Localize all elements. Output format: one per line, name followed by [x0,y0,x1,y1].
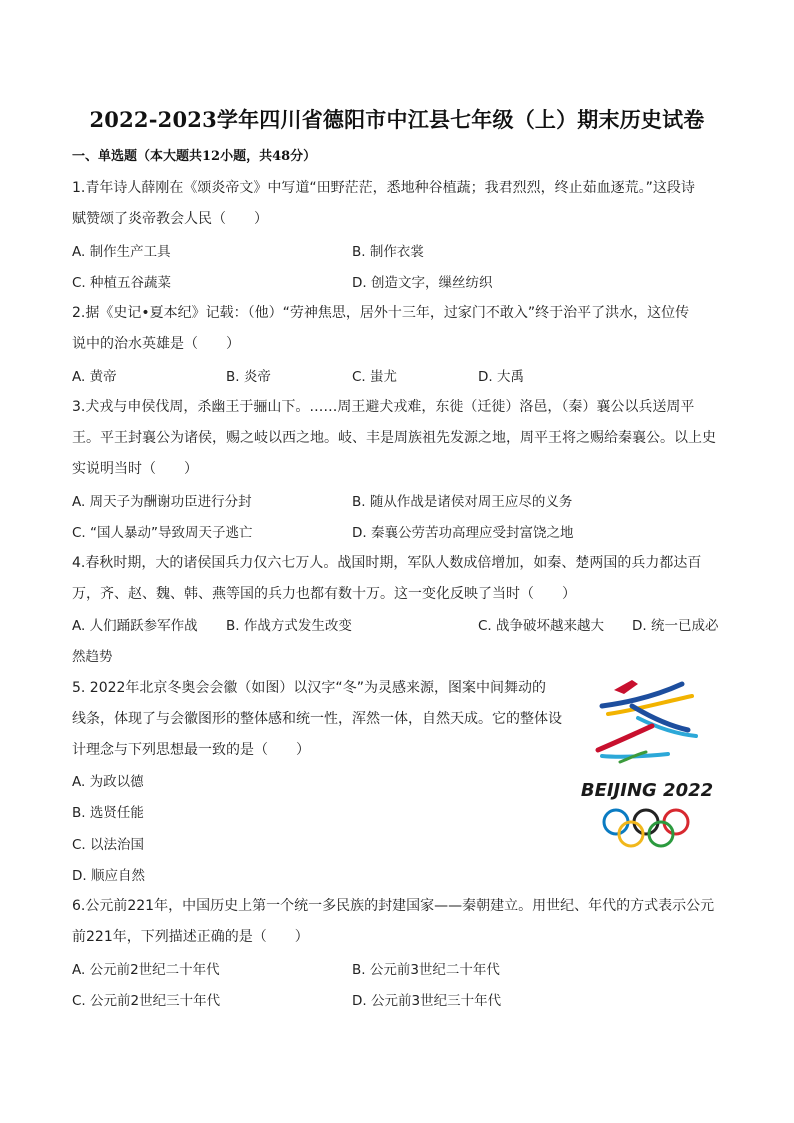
winter-glyph-icon [598,680,696,762]
question-2-option-c: C. 蚩尤 [352,369,398,385]
question-6-option-d: D. 公元前3世纪三十年代 [352,993,502,1009]
question-5-option-c: C. 以法治国 [72,837,145,853]
emblem-wordmark: BEIJING 2022 [580,780,714,801]
question-6-option-b: B. 公元前3世纪二十年代 [352,962,500,978]
question-1-option-b: B. 制作衣裳 [352,244,424,260]
question-5-option-b: B. 选贤任能 [72,805,144,821]
question-2-line-2: 说中的治水英雄是（ ） [72,336,240,352]
question-3-line-1: 3.犬戎与申侯伐周，杀幽王于骊山下。……周王避犬戎难，东徙（迁徙）洛邑，（秦）襄公以兵送周平 [72,399,695,415]
question-3-option-c: C. “国人暴动”导致周天子逃亡 [72,525,253,541]
question-4-option-d: D. 统一已成必 [632,618,719,634]
question-5-line-2: 线条，体现了与会徽图形的整体感和统一性，浑然一体，自然天成。它的整体设 [72,711,562,727]
question-6-option-a: A. 公元前2世纪二十年代 [72,962,220,978]
question-1-option-a: A. 制作生产工具 [72,244,171,260]
question-6-line-1: 6.公元前221年，中国历史上第一个统一多民族的封建国家——秦朝建立。用世纪、年代的方式表示公元 [72,898,715,914]
question-3-option-b: B. 随从作战是诸侯对周王应尽的义务 [352,494,573,510]
question-4-line-1: 4.春秋时期，大的诸侯国兵力仅六七万人。战国时期，军队人数成倍增加，如秦、楚两国的兵力都达百 [72,555,702,571]
question-2-option-d: D. 大禹 [478,369,524,385]
question-2-option-b: B. 炎帝 [226,369,271,385]
question-4-option-b: B. 作战方式发生改变 [226,618,352,634]
question-1-line-1: 1.青年诗人薛刚在《颂炎帝文》中写道“田野茫茫，悉地种谷植蔬；我君烈烈，终止茹血逐荒。”这段诗 [72,180,695,196]
beijing-2022-emblem-image [572,672,722,848]
question-4-option-a: A. 人们踊跃参军作战 [72,618,198,634]
olympic-rings-icon [604,810,688,846]
question-4-option-c: C. 战争破坏越来越大 [478,618,605,634]
question-1-line-2: 赋赞颂了炎帝教会人民（ ） [72,211,268,227]
exam-title: 2022-2023学年四川省德阳市中江县七年级（上）期末历史试卷 [89,107,705,132]
question-4-line-2: 万，齐、赵、魏、韩、燕等国的兵力也都有数十万。这一变化反映了当时（ ） [72,586,576,602]
question-3-line-2: 王。平王封襄公为诸侯，赐之岐以西之地。岐、丰是周族祖先发源之地，周平王将之赐给秦襄公。以上史 [72,430,716,446]
question-4-option-d-continued: 然趋势 [72,649,113,665]
question-3-option-d: D. 秦襄公劳苦功高理应受封富饶之地 [352,525,574,541]
question-2-option-a: A. 黄帝 [72,369,117,385]
question-1-option-c: C. 种植五谷蔬菜 [72,275,172,291]
question-3-line-3: 实说明当时（ ） [72,461,198,477]
section-heading: 一、单选题（本大题共12小题，共48分） [72,149,317,164]
question-5-option-d: D. 顺应自然 [72,868,145,884]
question-6-option-c: C. 公元前2世纪三十年代 [72,993,221,1009]
question-6-line-2: 前221年，下列描述正确的是（ ） [72,929,309,945]
question-3-option-a: A. 周天子为酬谢功臣进行分封 [72,494,252,510]
question-1-option-d: D. 创造文字，缫丝纺织 [352,275,493,291]
question-5-option-a: A. 为政以德 [72,774,144,790]
question-2-line-1: 2.据《史记•夏本纪》记载：（他）“劳神焦思，居外十三年，过家门不敢入”终于治平了洪水，这位传 [72,305,690,321]
question-5-line-3: 计理念与下列思想最一致的是（ ） [72,742,310,758]
question-5-line-1: 5. 2022年北京冬奥会会徽（如图）以汉字“冬”为灵感来源，图案中间舞动的 [72,680,546,696]
